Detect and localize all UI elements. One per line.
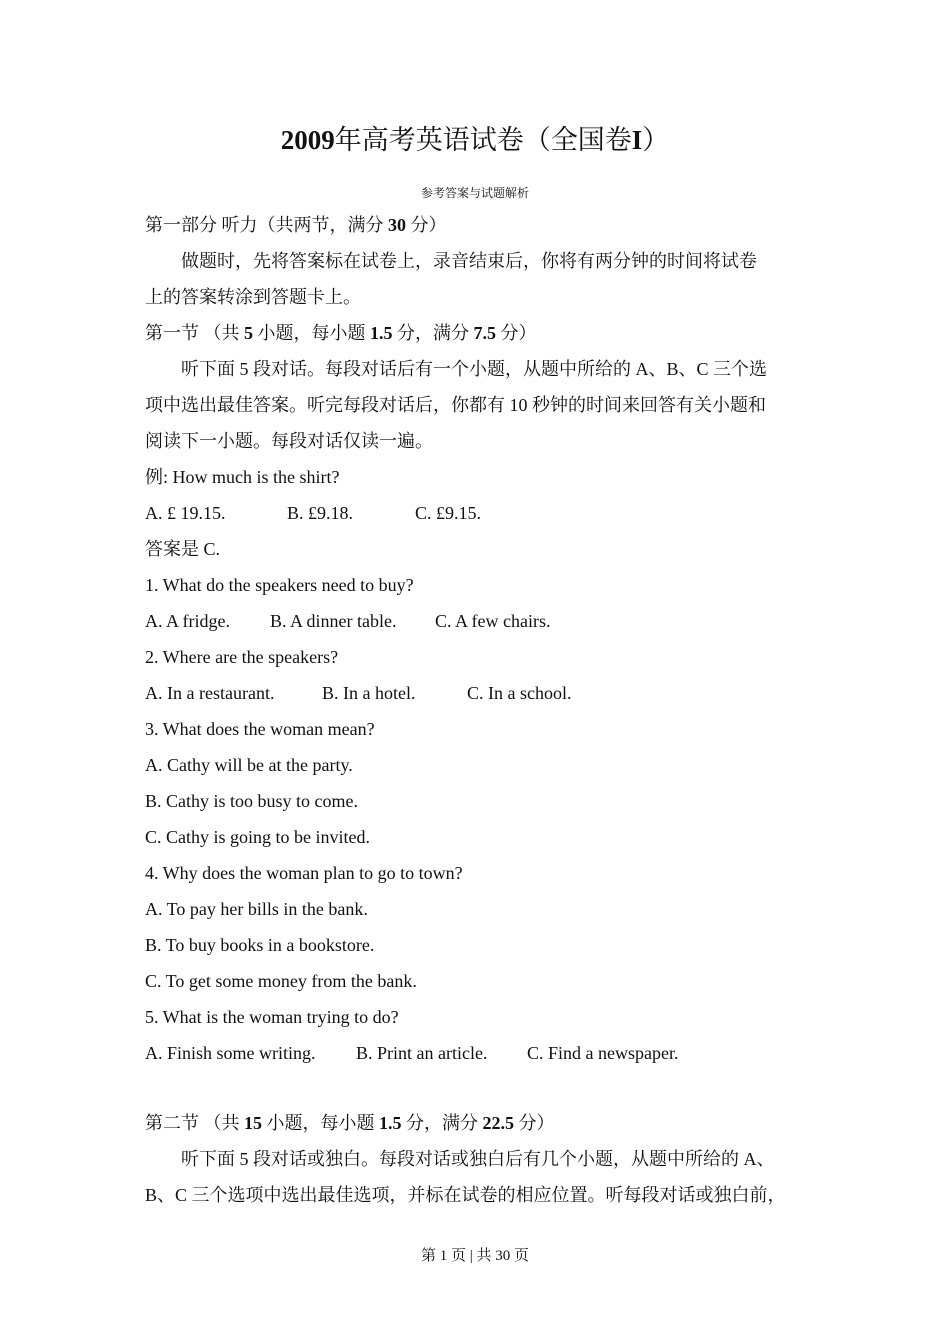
text: 分，满分 bbox=[406, 1113, 478, 1133]
example-answer: 答案是 C. bbox=[145, 539, 221, 559]
text-bold: 15 bbox=[244, 1113, 262, 1133]
paragraph-line: 做题时，先将答案标在试卷上，录音结束后，你将有两分钟的时间将试卷 bbox=[181, 251, 757, 271]
text-bold: 5 bbox=[244, 323, 253, 343]
question: 4. Why does the woman plan to go to town? bbox=[145, 863, 463, 883]
option: C. In a school. bbox=[467, 683, 572, 703]
question: 1. What do the speakers need to buy? bbox=[145, 575, 414, 595]
text-bold: 1.5 bbox=[370, 323, 393, 343]
text-bold: 22.5 bbox=[482, 1113, 514, 1133]
paragraph-line: 听下面 5 段对话。每段对话后有一个小题，从题中所给的 A、B、C 三个选 bbox=[181, 359, 768, 379]
text: 小题，每小题 bbox=[266, 1113, 375, 1133]
section-heading bbox=[145, 1105, 815, 1141]
title-year: 2009 bbox=[280, 125, 335, 155]
paragraph-line: 阅读下一小题。每段对话仅读一遍。 bbox=[145, 431, 433, 451]
text: 第二节 （共 bbox=[145, 1113, 240, 1133]
option: A. A fridge. bbox=[145, 611, 230, 631]
text: 第一节 （共 bbox=[145, 323, 240, 343]
text-bold: 7.5 bbox=[473, 323, 496, 343]
option: A. Cathy will be at the party. bbox=[145, 755, 353, 775]
part-heading bbox=[145, 207, 815, 243]
option: B. £9.18. bbox=[287, 503, 354, 523]
text-bold: 1.5 bbox=[379, 1113, 402, 1133]
option: A. Finish some writing. bbox=[145, 1043, 316, 1063]
option: C. £9.15. bbox=[415, 503, 482, 523]
options bbox=[145, 1035, 815, 1071]
option: C. Cathy is going to be invited. bbox=[145, 827, 370, 847]
document-body bbox=[145, 207, 815, 1213]
option: B. To buy books in a bookstore. bbox=[145, 935, 375, 955]
option: B. In a hotel. bbox=[322, 683, 416, 703]
option: A. In a restaurant. bbox=[145, 683, 275, 703]
text: 第一部分 听力（共两节，满分 bbox=[145, 215, 384, 235]
text: 分） bbox=[500, 323, 537, 343]
question: 2. Where are the speakers? bbox=[145, 647, 339, 667]
text: 小题，每小题 bbox=[257, 323, 366, 343]
option: C. A few chairs. bbox=[435, 611, 551, 631]
text: 分） bbox=[410, 215, 447, 235]
option: C. Find a newspaper. bbox=[527, 1043, 679, 1063]
page-title bbox=[0, 122, 950, 158]
options bbox=[145, 675, 815, 711]
option: A. To pay her bills in the bank. bbox=[145, 899, 368, 919]
options bbox=[145, 603, 815, 639]
subtitle: 参考答案与试题解析 bbox=[420, 186, 529, 200]
title-close: ） bbox=[642, 125, 670, 155]
option: A. £ 19.15. bbox=[145, 503, 226, 523]
title-roman: I bbox=[631, 125, 643, 155]
title-text: 年高考英语试卷（全国卷 bbox=[334, 125, 632, 155]
example-options bbox=[145, 495, 815, 531]
option: C. To get some money from the bank. bbox=[145, 971, 417, 991]
text: 分） bbox=[518, 1113, 555, 1133]
option: B. A dinner table. bbox=[270, 611, 397, 631]
section-heading bbox=[145, 315, 815, 351]
spacer bbox=[145, 1071, 815, 1105]
page-footer: 第 1 页 | 共 30 页 bbox=[420, 1248, 529, 1264]
option: B. Cathy is too busy to come. bbox=[145, 791, 358, 811]
option: B. Print an article. bbox=[356, 1043, 488, 1063]
question: 3. What does the woman mean? bbox=[145, 719, 375, 739]
question: 5. What is the woman trying to do? bbox=[145, 1007, 399, 1027]
paragraph-line: 上的答案转涂到答题卡上。 bbox=[145, 287, 361, 307]
paragraph-line: 项中选出最佳答案。听完每段对话后，你都有 10 秒钟的时间来回答有关小题和 bbox=[145, 395, 766, 415]
text-bold: 30 bbox=[388, 215, 406, 235]
paragraph-line: 听下面 5 段对话或独白。每段对话或独白后有几个小题，从题中所给的 A、 bbox=[181, 1149, 775, 1169]
example-question: 例: How much is the shirt? bbox=[145, 467, 340, 487]
paragraph-line: B、C 三个选项中选出最佳选项，并标在试卷的相应位置。听每段对话或独白前， bbox=[145, 1185, 786, 1205]
text: 分，满分 bbox=[397, 323, 469, 343]
